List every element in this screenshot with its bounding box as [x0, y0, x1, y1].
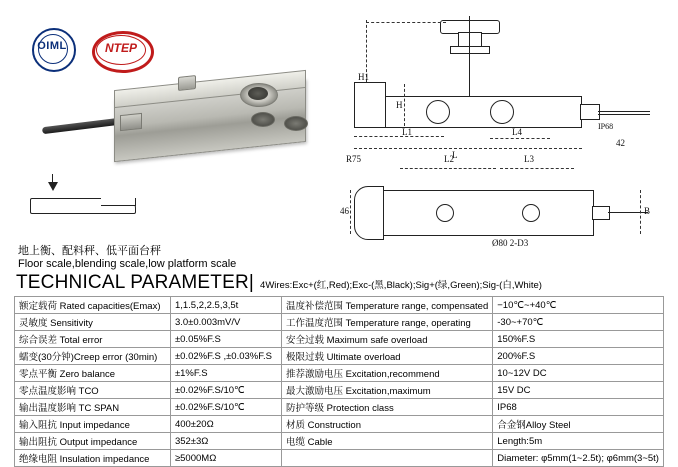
param-value: 3.0±0.003mV/V: [170, 314, 281, 331]
table-row: [15, 297, 664, 314]
dim-line-46: [350, 190, 351, 234]
page-title: TECHNICAL PARAMETER|: [16, 272, 255, 293]
param-name-2: 最大激励电压 Excitation,maximum: [282, 382, 493, 399]
elevation-hole-left: [426, 100, 450, 124]
mounting-hole-2: [284, 116, 308, 131]
dim-line-l: [354, 148, 582, 149]
dim-line-top: [366, 22, 446, 23]
plan-view-end: [354, 186, 384, 240]
param-value-2: Diameter: φ5mm(1~2.5t); φ6mm(3~5t): [493, 450, 664, 467]
param-value-2: Length:5m: [493, 433, 664, 450]
table-row: [15, 348, 664, 365]
drawing-label-l4: L4: [512, 127, 522, 137]
technical-parameter-table: [14, 296, 664, 467]
table-row: [15, 416, 664, 433]
param-value: 400±20Ω: [170, 416, 281, 433]
param-value: 1,1.5,2,2.5,3,5t: [170, 297, 281, 314]
param-name-2: 极限过载 Ultimate overload: [282, 348, 493, 365]
wiring-legend: 4Wires:Exc+(红,Red);Exc-(黑,Black);Sig+(绿,Green);Sig-(白,White): [260, 280, 542, 291]
param-name: 输出阻抗 Output impedance: [15, 433, 171, 450]
top-washer: [450, 46, 490, 54]
table-row: [15, 399, 664, 416]
param-name: 输入阻抗 Input impedance: [15, 416, 171, 433]
table-row: [15, 450, 664, 467]
param-name: 输出温度影响 TC SPAN: [15, 399, 171, 416]
param-name-2: 工作温度范围 Temperature range, operating: [282, 314, 493, 331]
param-name: 零点平衡 Zero balance: [15, 365, 171, 382]
engineering-drawings: [340, 14, 670, 248]
drawing-label-l2: L2: [444, 154, 454, 164]
param-value-2: -30~+70℃: [493, 314, 664, 331]
table-row: [15, 331, 664, 348]
param-name: 蠕变(30分钟)Creep error (30min): [15, 348, 171, 365]
dim-line-l1: [354, 136, 444, 137]
drawing-label-42: 42: [616, 138, 625, 148]
param-value-2: −10℃~+40℃: [493, 297, 664, 314]
param-name: 绝缘电阻 Insulation impedance: [15, 450, 171, 467]
param-name: 额定载荷 Rated capacities(Emax): [15, 297, 171, 314]
oiml-logo: [26, 26, 78, 72]
dim-line-h: [404, 84, 405, 126]
ntep-logo-text: NTEP: [104, 41, 137, 55]
cable-gland: [120, 113, 142, 131]
param-name-2: 推荐激励电压 Excitation,recommend: [282, 365, 493, 382]
plan-view-body: [380, 190, 594, 236]
param-value-2: 150%F.S: [493, 331, 664, 348]
param-value: ±1%F.S: [170, 365, 281, 382]
oiml-logo-text: OIML: [37, 40, 67, 52]
param-value-2: 15V DC: [493, 382, 664, 399]
side-elevation-body: [380, 96, 582, 128]
drawing-label-h: H: [396, 100, 403, 110]
param-name: 综合误差 Total error: [15, 331, 171, 348]
load-cell-photo: [36, 78, 316, 168]
param-name-2: 材质 Construction: [282, 416, 493, 433]
param-value-2: 10~12V DC: [493, 365, 664, 382]
param-name: 灵敏度 Sensitivity: [15, 314, 171, 331]
param-name-2: 温度补偿范围 Temperature range, compensated: [282, 297, 493, 314]
threaded-bore: [248, 87, 268, 100]
param-name-2: 安全过载 Maximum safe overload: [282, 331, 493, 348]
param-value-2: IP68: [493, 399, 664, 416]
drawing-label-r75: R75: [346, 154, 362, 164]
table-row: [15, 314, 664, 331]
application-caption-en: Floor scale,blending scale,low platform scale: [18, 258, 237, 270]
param-name-2: 防护等级 Protection class: [282, 399, 493, 416]
param-value: ±0.02%F.S/10℃: [170, 399, 281, 416]
plan-cable-line: [608, 212, 648, 213]
mounting-stud: [178, 75, 196, 91]
section-title-row: [16, 272, 664, 294]
drawing-label-h1: H1: [358, 72, 369, 82]
table-body: [15, 297, 664, 467]
table-row: [15, 382, 664, 399]
cable-exit-boss: [580, 104, 600, 120]
plan-cable-boss: [592, 206, 610, 220]
load-direction-arrow-icon: [48, 182, 58, 191]
param-name-2: 电缆 Cable: [282, 433, 493, 450]
drawing-label-diameter-holes: Ø80 2-D3: [492, 238, 529, 248]
drawing-label-ip68: IP68: [598, 122, 614, 131]
cable-line: [598, 111, 650, 112]
plan-hole-left: [436, 204, 454, 222]
drawing-label-l3: L3: [524, 154, 534, 164]
param-value-2: 200%F.S: [493, 348, 664, 365]
dim-line-l4: [490, 138, 550, 139]
elevation-hole-right: [490, 100, 514, 124]
side-elevation-end-block: [354, 82, 386, 128]
certification-logos: [26, 26, 150, 72]
param-name: 零点温度影响 TCO: [15, 382, 171, 399]
ntep-logo: [92, 26, 150, 72]
param-value: 352±3Ω: [170, 433, 281, 450]
param-value: ±0.05%F.S: [170, 331, 281, 348]
param-value: ±0.02%F.S/10℃: [170, 382, 281, 399]
table-row: [15, 433, 664, 450]
drawing-label-b: B: [644, 206, 651, 216]
cable-line-2: [598, 114, 650, 115]
application-caption-cn: 地上衡、配料秤、低平面台秤: [18, 245, 161, 257]
param-value-2: 合金钢Alloy Steel: [493, 416, 664, 433]
plan-hole-right: [522, 204, 540, 222]
side-view-outline: [30, 198, 136, 214]
dim-line-b: [640, 190, 641, 234]
dim-line-l3: [500, 168, 574, 169]
drawing-label-l: L: [452, 150, 458, 160]
param-name-2: [282, 450, 493, 467]
param-value: ≥5000MΩ: [170, 450, 281, 467]
drawing-label-46: 46: [340, 206, 349, 216]
table-row: [15, 365, 664, 382]
drawing-label-l1: L1: [402, 127, 412, 137]
mounting-hole-1: [251, 112, 275, 127]
dim-line-l2: [400, 168, 496, 169]
param-value: ±0.02%F.S ,±0.03%F.S: [170, 348, 281, 365]
side-view-sketch: [30, 182, 140, 222]
